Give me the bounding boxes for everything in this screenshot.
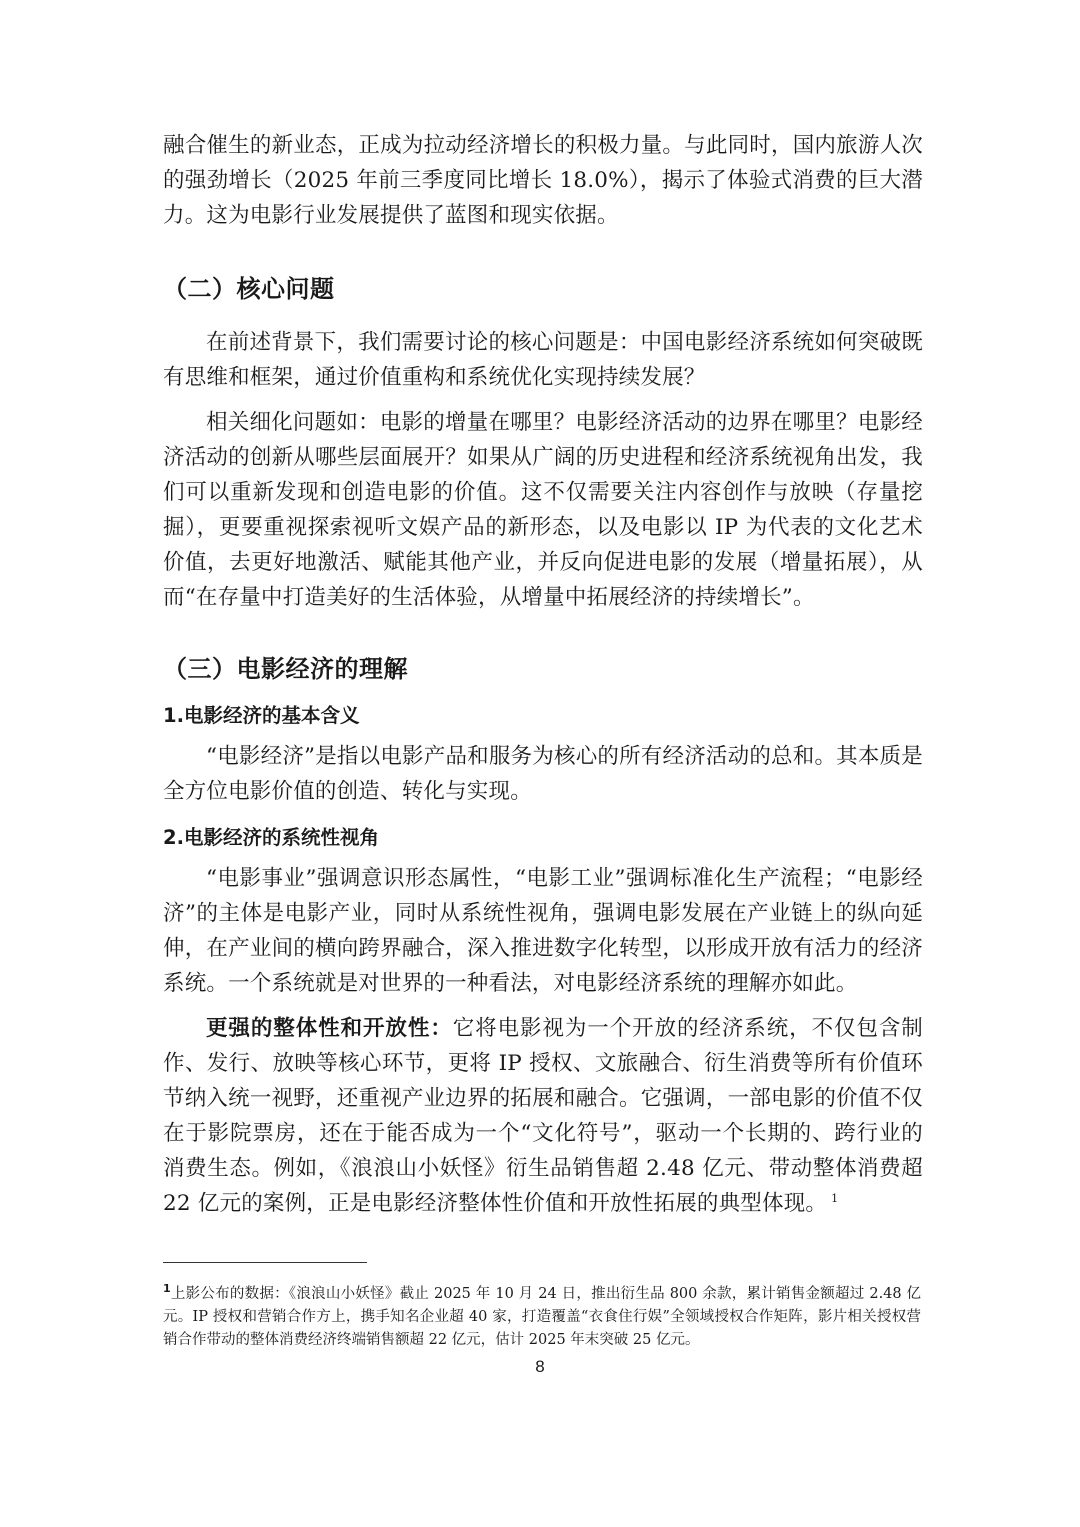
integrity-openness-text: 它将电影视为一个开放的经济系统，不仅包含制作、发行、放映等核心环节，更将 IP 授权、文旅融合、衍生消费等所有价值环节纳入统一视野，还重视产业边界的拓展和融合。它强调，一部电影的价值不仅在于影院票房，还在于能否成为一个“文化符号”，驱动一个长期的、跨行业的消费生态。例如，《浪浪山小妖怪》衍生品销售超 2.48 亿元、带动整体消费超 22 亿元的案例，正是电影经济整体性价值和开放性拓展的典型体现。 xyxy=(163,1016,923,1216)
core-question-paragraph: 在前述背景下，我们需要讨论的核心问题是：中国电影经济系统如何突破既有思维和框架，通过价值重构和系统优化实现持续发展？ xyxy=(163,330,923,390)
section-heading-film-economy: （三）电影经济的理解 xyxy=(163,655,408,683)
footnote-text: 上影公布的数据：《浪浪山小妖怪》截止 2025 年 10 月 24 日，推出衍生品 800 余款，累计销售金额超过 2.48 亿元。IP 授权和营销合作方上，携手知名企业超 40 家，打造覆盖“衣食住行娱”全领域授权合作矩阵，影片相关授权营销合作带动的整体消费经济终端销售额超 22 亿元，估计 2025 年末突破 25 亿元。 xyxy=(163,1286,921,1348)
page-number: 8 xyxy=(535,1357,545,1376)
footnote-divider xyxy=(163,1262,367,1263)
footnote xyxy=(163,1283,921,1352)
detailed-questions-paragraph: 相关细化问题如：电影的增量在哪里？电影经济活动的边界在哪里？电影经济活动的创新从哪些层面展开？如果从广阔的历史进程和经济系统视角出发，我们可以重新发现和创造电影的价值。这不仅需要关注内容创作与放映（存量挖掘），更要重视探索视听文娱产品的新形态，以及电影以 IP 为代表的文化艺术价值，去更好地激活、赋能其他产业，并反向促进电影的发展（增量拓展），从而“在存量中打造美好的生活体验，从增量中拓展经济的持续增长”。 xyxy=(163,410,923,610)
subheading-systemic-view: 2.电影经济的系统性视角 xyxy=(163,826,379,849)
page-body xyxy=(163,128,923,1221)
basic-meaning-paragraph: “电影经济”是指以电影产品和服务为核心的所有经济活动的总和。其本质是全方位电影价值的创造、转化与实现。 xyxy=(163,744,923,804)
footnote-mark: 1 xyxy=(163,1282,171,1296)
systemic-view-paragraph: “电影事业”强调意识形态属性，“电影工业”强调标准化生产流程；“电影经济”的主体是电影产业，同时从系统性视角，强调电影发展在产业链上的纵向延伸，在产业间的横向跨界融合，深入推进数字化转型，以形成开放有活力的经济系统。一个系统就是对世界的一种看法，对电影经济系统的理解亦如此。 xyxy=(163,866,923,996)
integrity-openness-lead: 更强的整体性和开放性： xyxy=(206,1016,453,1041)
footnote-reference[interactable]: 1 xyxy=(831,1191,839,1205)
section-heading-core-question: （二）核心问题 xyxy=(163,275,335,303)
subheading-basic-meaning: 1.电影经济的基本含义 xyxy=(163,704,360,727)
intro-paragraph: 融合催生的新业态，正成为拉动经济增长的积极力量。与此同时，国内旅游人次的强劲增长（2025 年前三季度同比增长 18.0%），揭示了体验式消费的巨大潜力。这为电影行业发展提供了蓝图和现实依据。 xyxy=(163,133,924,228)
integrity-openness-paragraph xyxy=(163,1011,923,1221)
